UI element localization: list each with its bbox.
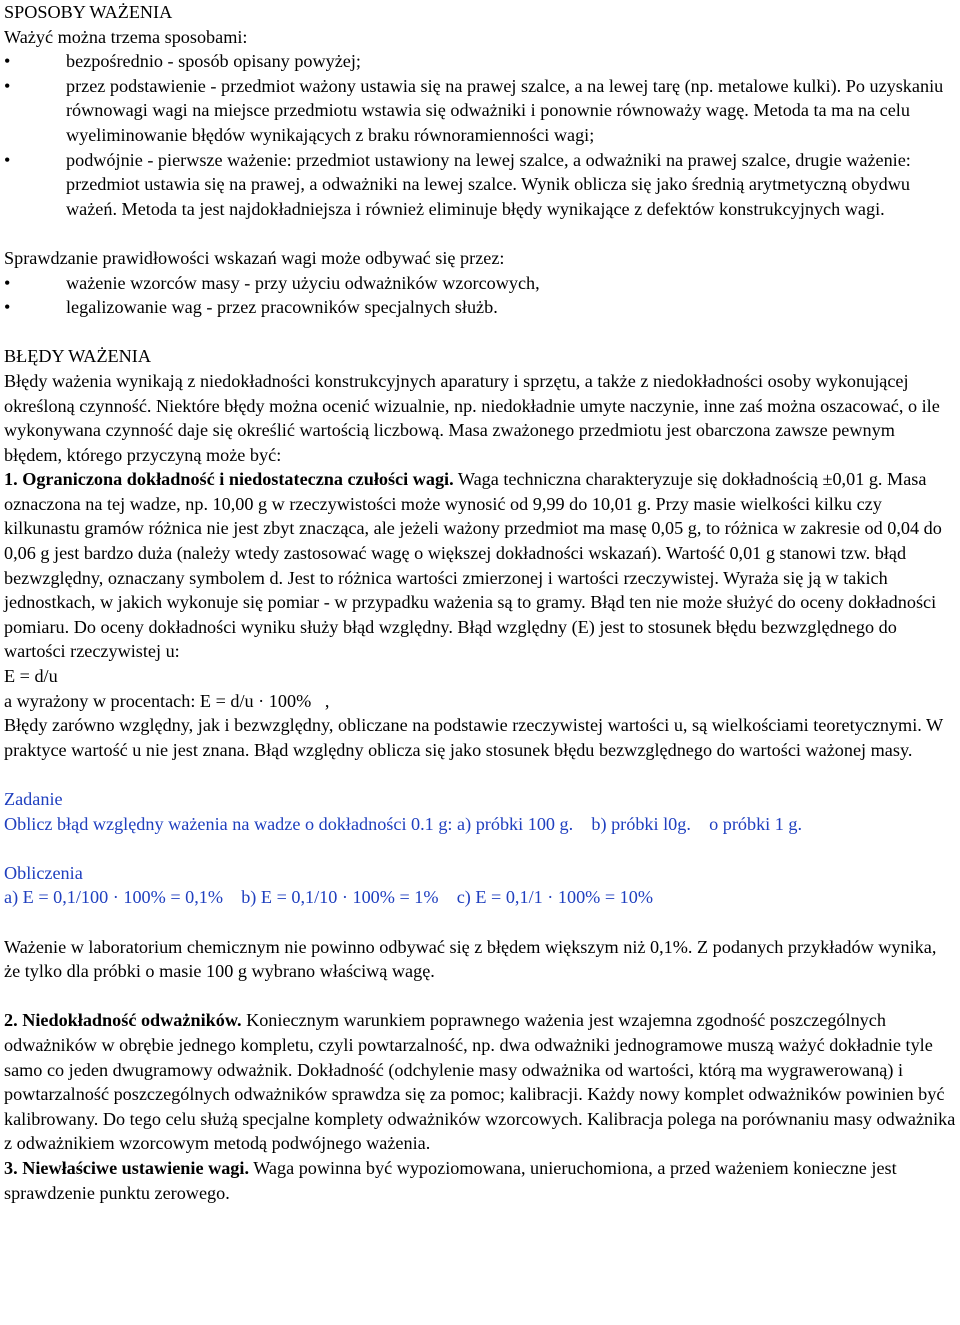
point-3: [4, 1156, 956, 1205]
point-2: [4, 1008, 956, 1156]
wniosek: Ważenie w laboratorium chemicznym nie powinno odbywać się z błędem większym niż 0,1%. Z podanych przykładów wynika, że tylko dla próbki o masie 100 g wybrano właściwą wagę.: [4, 936, 937, 982]
spacer: [4, 910, 956, 935]
point-1-conclusion: Błędy zarówno względny, jak i bezwzględny, obliczane na podstawie rzeczywistej wartości u, są wielkościami teoretycznymi. W praktyce wartość u nie jest znana. Błąd względny oblicza się jako stosunek błędu bezwzględnego do wartości ważonej masy.: [4, 715, 943, 760]
list-item: [4, 295, 956, 320]
list-item: [4, 271, 956, 296]
spacer: [4, 762, 956, 787]
obliczenia-text: a) E = 0,1/100 · 100% = 0,1% b) E = 0,1/10 · 100% = 1% c) E = 0,1/1 · 100% = 10%: [4, 887, 653, 908]
obliczenia-title: Obliczenia: [4, 862, 83, 883]
spacer: [4, 836, 956, 861]
point-1-text: Waga techniczna charakteryzuje się dokładnością ±0,01 g. Masa oznaczona na tej wadze, np. 10,00 g w rzeczywistości może wynosić od 9,99 do 10,01 g. Przy masie wielkości kilku czy kilkunastu gramów różnica nie jest zbyt znacząca, ale jeżeli ważony przedmiot ma masę 0,05 g, to różnica w zakresie od 0,04 do 0,06 g jest bardzo duża (należy wtedy zastosować wagę o większej dokładności wskazań). Wartość 0,01 g stanowi tzw. błąd bezwzględny, oznaczany symbolem d. Jest to różnica wartości zmierzonej i wartości rzeczywistej. Wyraża się ją w takich jednostkach, w jakich wykonuje się pomiar - w przypadku ważenia są to gramy. Błąd ten nie może służyć do oceny dokładności pomiaru. Do oceny dokładności wyniku służy błąd względny. Błąd względny (E) jest to stosunek błędu bezwzględnego do wartości rzeczywistej u:: [4, 469, 942, 662]
list-item: [4, 148, 956, 222]
point-3-text: Waga powinna być wypoziomowana, unieruchomiona, a przed ważeniem konieczne jest sprawdzenie punktu zerowego.: [4, 1157, 897, 1203]
spacer: [4, 320, 956, 345]
zadanie-text: Oblicz błąd względny ważenia na wadze o dokładności 0.1 g: a) próbki 100 g. b) próbki l0g. o próbki 1 g.: [4, 813, 803, 834]
point-2-title: 2. Niedokładność odważników.: [4, 1010, 242, 1031]
sposoby-intro: Ważyć można trzema sposobami:: [4, 26, 248, 47]
bullet: •: [4, 297, 11, 318]
bullet: •: [4, 149, 11, 170]
list-item: [4, 74, 956, 148]
point-2-text: Koniecznym warunkiem poprawnego ważenia jest wzajemna zgodność poszczególnych odważników w obrębie jednego kompletu, czyli powtarzalność, np. dwa odważniki jednogramowe muszą ważyć dokładnie tyle samo co jeden dwugramowy odważnik. Dokładność (odchylenie masy odważnika od wartości, którą ma wygrawerowaną) i powtarzalność poszczególnych odważników sprawdza się za pomoc; kalibracji. Każdy nowy komplet odważników powinien być kalibrowany. Do tego celu służą specjalne komplety odważników wzorcowych. Kalibracja polega na porównaniu masy odważnika z odważnikiem wzorcowym metodą podwójnego ważenia.: [4, 1010, 956, 1154]
spacer: [4, 984, 956, 1009]
spacer: [4, 221, 956, 246]
list-item-text: bezpośrednio - sposób opisany powyżej;: [66, 51, 361, 72]
list-item: [4, 49, 956, 74]
list-item-text: przez podstawienie - przedmiot ważony ustawia się na prawej szalce, a na lewej tarę (np. metalowe kulki). Po uzyskaniu równowagi wagi na miejsce przedmiotu wstawia się odważniki i ponownie równoważy wagę. Metoda ta ma na celu wyeliminowanie błędów wynikających z braku równoramienności wagi;: [66, 75, 944, 145]
bullet: •: [4, 51, 11, 72]
section-title-sposoby: SPOSOBY WAŻENIA: [4, 2, 173, 22]
zadanie-title: Zadanie: [4, 789, 63, 809]
point-1: [4, 467, 956, 664]
formula-percent: a wyrażony w procentach: E = d/u · 100% ,: [4, 690, 330, 711]
list-item-text: podwójnie - pierwsze ważenie: przedmiot ustawiony na lewej szalce, a odważniki na prawej szalce, drugie ważenie: przedmiot ustawia się na prawej, a odważniki na lewej szalce. Wynik oblicza się jako średnią arytmetyczną obydwu ważeń. Metoda ta jest najdokładniejsza i również eliminuje błędy wynikające z defektów konstrukcyjnych wagi.: [66, 149, 911, 219]
point-3-title: 3. Niewłaściwe ustawienie wagi.: [4, 1157, 249, 1178]
formula-relative-error: E = d/u: [4, 666, 58, 687]
bledy-intro: Błędy ważenia wynikają z niedokładności konstrukcyjnych aparatury i sprzętu, a także z niedokładności osoby wykonującej określoną czynność. Niektóre błędy można ocenić wizualnie, np. niedokładnie umyte naczynie, inne zaś można oszacować, o ile wykonywana czynność daje się określić wartością liczbową. Masa zważonego przedmiotu jest obarczona zawsze pewnym błędem, którego przyczyną może być:: [4, 370, 940, 465]
sprawdzanie-intro: Sprawdzanie prawidłowości wskazań wagi może odbywać się przez:: [4, 247, 505, 268]
list-item-text: ważenie wzorców masy - przy użyciu odważników wzorcowych,: [66, 272, 540, 293]
point-1-title: 1. Ograniczona dokładność i niedostateczna czułości wagi.: [4, 469, 454, 490]
section-title-bledy: BŁĘDY WAŻENIA: [4, 346, 151, 367]
list-item-text: legalizowanie wag - przez pracowników specjalnych służb.: [66, 297, 498, 318]
bullet: •: [4, 75, 11, 96]
bullet: •: [4, 272, 11, 293]
